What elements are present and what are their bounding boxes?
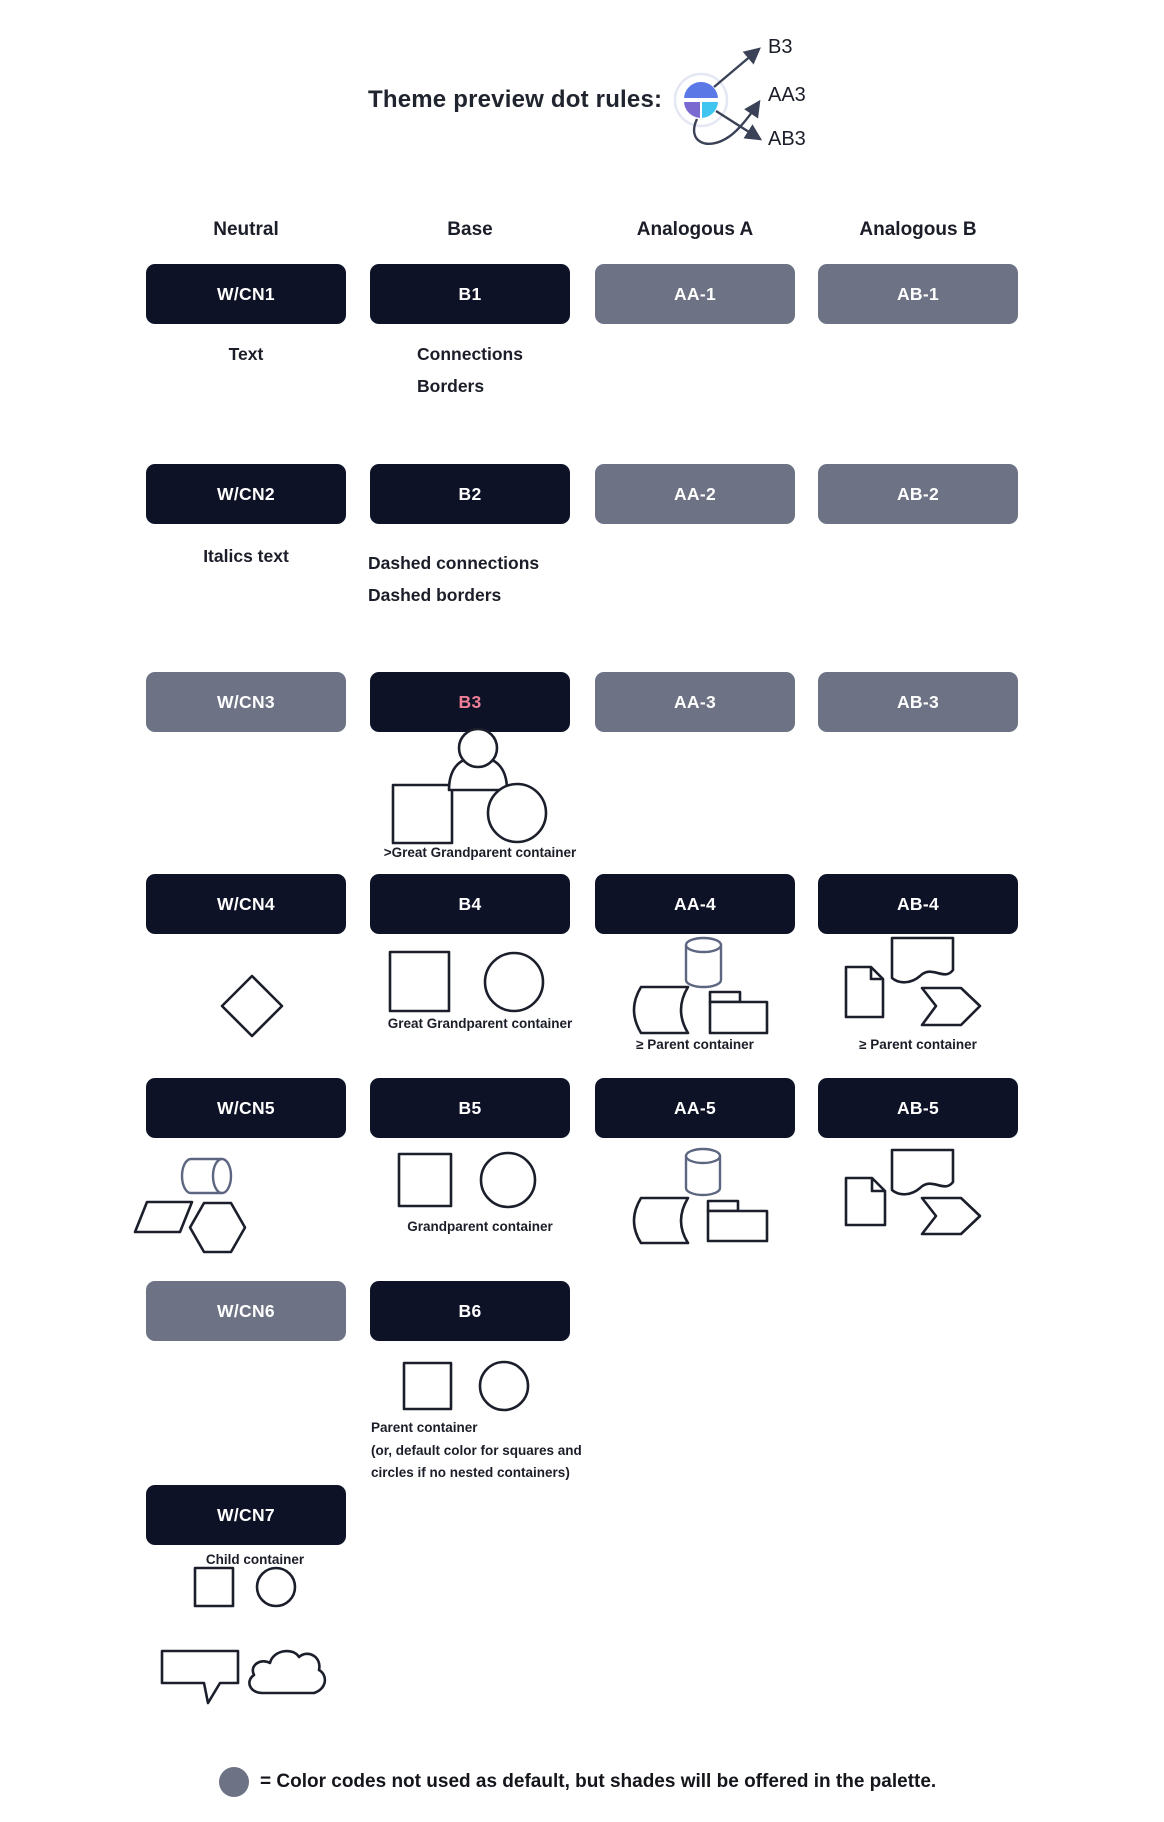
caption-aa4: ≥ Parent container	[636, 1037, 754, 1052]
caption-wcn7: Child container	[205, 1552, 305, 1567]
column-header-base: Base	[447, 219, 493, 240]
stored-data-shape	[634, 987, 688, 1033]
folder-tab-shape	[708, 1201, 738, 1211]
folder-shape	[708, 1211, 767, 1241]
chevron-shape	[922, 1198, 980, 1234]
legend-text: = Color codes not used as default, but shades will be offered in the palette.	[260, 1771, 937, 1792]
swatch-wcn5: W/CN5	[146, 1078, 346, 1138]
cloud-shape	[249, 1651, 325, 1693]
horizontal-cylinder-end-shape	[213, 1159, 231, 1193]
swatch-b2: B2	[370, 464, 570, 524]
annotation-dashed-connections: Dashed connections	[368, 553, 540, 573]
dot-target-label-b3: B3	[768, 36, 793, 58]
wcn4-shapes	[216, 970, 288, 1042]
stored-data-shape	[634, 1198, 688, 1243]
circle-shape	[485, 953, 543, 1011]
swatch-b6: B6	[370, 1281, 570, 1341]
swatch-ab3: AB-3	[818, 672, 1018, 732]
theme-dot-diagram	[640, 30, 840, 170]
square-shape	[390, 952, 449, 1011]
wcn7-shapes-bottom	[150, 1635, 350, 1710]
aa4-shapes	[610, 930, 800, 1040]
caption-b6-line3: circles if no nested containers)	[371, 1465, 570, 1480]
speech-bubble-shape	[162, 1651, 238, 1703]
square-shape	[393, 785, 452, 843]
diamond-shape	[222, 976, 282, 1036]
column-header-neutral: Neutral	[213, 219, 279, 240]
swatch-ab2: AB-2	[818, 464, 1018, 524]
square-shape	[195, 1568, 233, 1606]
wcn7-shapes-top	[180, 1560, 320, 1616]
annotation-borders: Borders	[417, 376, 485, 396]
swatch-b5: B5	[370, 1078, 570, 1138]
cylinder-top-shape	[686, 938, 721, 952]
page-title: Theme preview dot rules:	[368, 86, 663, 113]
annotation-dashed-borders: Dashed borders	[368, 585, 502, 605]
swatch-wcn1: W/CN1	[146, 264, 346, 324]
swatch-wcn4: W/CN4	[146, 874, 346, 934]
document-shape	[892, 938, 953, 982]
column-header-analogous-b: Analogous B	[859, 219, 977, 240]
column-header-analogous-a: Analogous A	[636, 219, 754, 240]
swatch-wcn7: W/CN7	[146, 1485, 346, 1545]
caption-b6-line1: Parent container	[371, 1420, 478, 1435]
wcn5-shapes	[125, 1150, 265, 1260]
swatch-wcn2: W/CN2	[146, 464, 346, 524]
b6-shapes	[370, 1355, 590, 1417]
caption-b5: Grandparent container	[407, 1219, 553, 1234]
dot-target-label-ab3: AB3	[768, 128, 806, 150]
swatch-ab4: AB-4	[818, 874, 1018, 934]
hexagon-shape	[190, 1203, 245, 1252]
swatch-b3: B3	[370, 672, 570, 732]
swatch-wcn3: W/CN3	[146, 672, 346, 732]
swatch-ab1: AB-1	[818, 264, 1018, 324]
aa5-shapes	[610, 1140, 800, 1250]
person-head-shape	[459, 729, 497, 767]
note-shape	[846, 1178, 885, 1225]
swatch-aa4: AA-4	[595, 874, 795, 934]
annotation-connections: Connections	[417, 344, 523, 364]
swatch-aa5: AA-5	[595, 1078, 795, 1138]
circle-shape	[480, 1362, 528, 1410]
dot-target-label-aa3: AA3	[768, 84, 806, 106]
circle-shape	[481, 1153, 535, 1207]
square-shape	[399, 1154, 451, 1206]
swatch-b1: B1	[370, 264, 570, 324]
folder-shape	[710, 1002, 767, 1033]
swatch-b4: B4	[370, 874, 570, 934]
arrow-to-b3	[714, 49, 759, 87]
arrow-to-ab3	[716, 111, 760, 139]
circle-shape	[257, 1568, 295, 1606]
ab5-shapes	[820, 1140, 1010, 1240]
circle-shape	[488, 784, 546, 842]
legend-dot	[219, 1767, 249, 1797]
chevron-shape	[922, 988, 980, 1025]
cylinder-top-shape	[686, 1149, 720, 1163]
caption-b4: Great Grandparent container	[387, 1016, 573, 1031]
swatch-aa2: AA-2	[595, 464, 795, 524]
swatch-wcn6: W/CN6	[146, 1281, 346, 1341]
square-shape	[404, 1363, 451, 1409]
annotation-italics-text: Italics text	[203, 546, 289, 566]
document-shape	[892, 1150, 953, 1194]
annotation-text: Text	[228, 344, 264, 364]
caption-b6-line2: (or, default color for squares and	[371, 1443, 582, 1458]
ab4-shapes	[820, 930, 1010, 1035]
caption-b3: >Great Grandparent container	[383, 845, 577, 860]
parallelogram-shape	[135, 1202, 192, 1232]
swatch-aa3: AA-3	[595, 672, 795, 732]
swatch-ab5: AB-5	[818, 1078, 1018, 1138]
folder-tab-shape	[710, 992, 740, 1002]
swatch-aa1: AA-1	[595, 264, 795, 324]
note-shape	[846, 967, 883, 1017]
caption-ab4: ≥ Parent container	[859, 1037, 977, 1052]
